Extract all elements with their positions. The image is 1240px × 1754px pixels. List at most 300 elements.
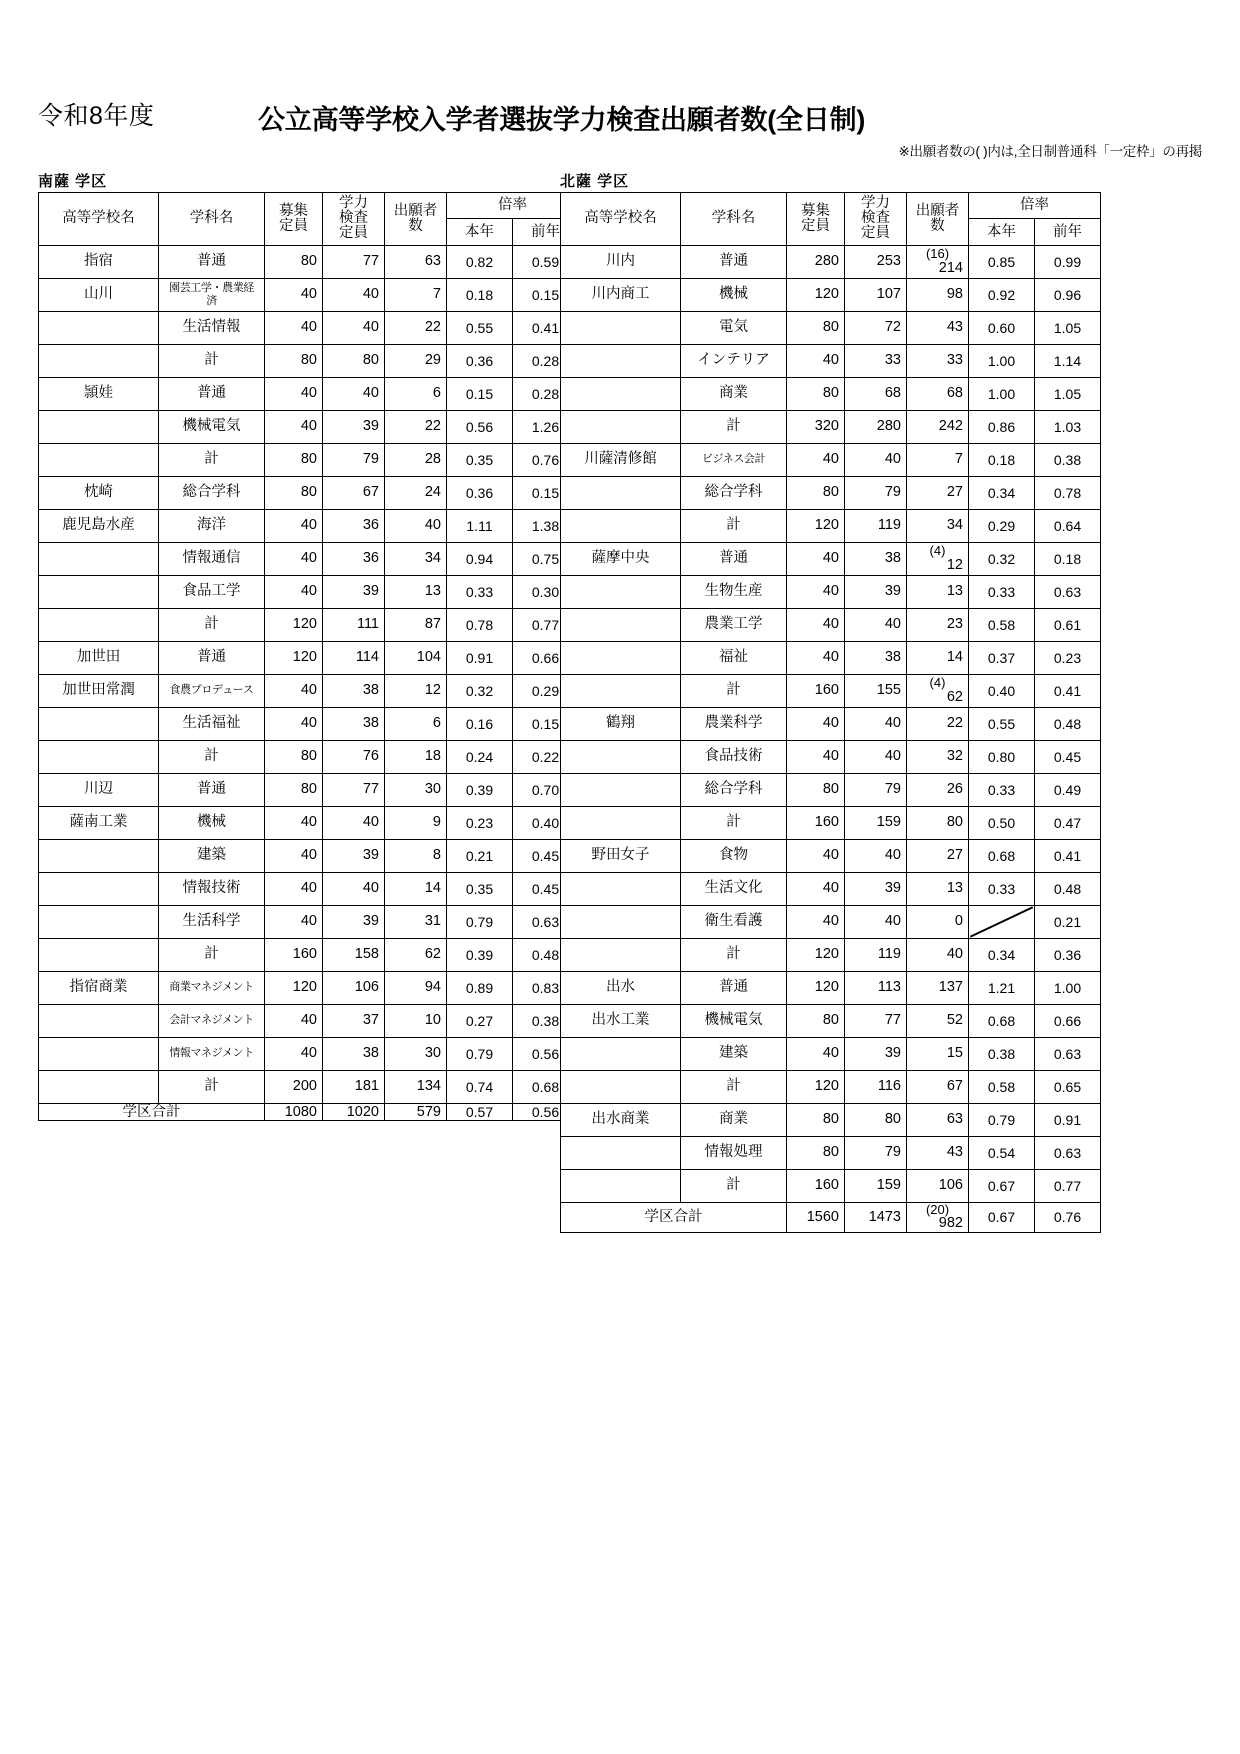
cell-school xyxy=(561,938,681,971)
cell-total-label: 学区合計 xyxy=(39,1103,265,1121)
footnote: ※出願者数の( )内は,全日制普通科「一定枠」の再掲 xyxy=(898,144,1202,159)
cell-school: 川薩清修館 xyxy=(561,443,681,476)
cell-exam-quota: 79 xyxy=(845,773,907,806)
cell-applicants: 27 xyxy=(907,839,969,872)
cell-applicants: 7 xyxy=(907,443,969,476)
cell-course: 会計マネジメント xyxy=(159,1004,265,1037)
cell-ratio-this-year: 0.32 xyxy=(447,674,513,707)
cell-ratio-this-year: 0.67 xyxy=(969,1169,1035,1202)
cell-ratio-last-year: 0.91 xyxy=(1035,1103,1101,1136)
cell-exam-quota: 39 xyxy=(845,1037,907,1070)
cell-quota: 80 xyxy=(787,1136,845,1169)
cell-ratio-last-year: 0.75 xyxy=(513,542,579,575)
table-row xyxy=(39,476,579,509)
cell-applicants: 34 xyxy=(907,509,969,542)
cell-ratio-this-year: 0.35 xyxy=(447,443,513,476)
table-row xyxy=(39,938,579,971)
cell-course: ビジネス会計 xyxy=(681,443,787,476)
cell-school xyxy=(561,872,681,905)
cell-school xyxy=(39,608,159,641)
cell-applicants: 67 xyxy=(907,1070,969,1103)
cell-ratio-last-year: 1.26 xyxy=(513,410,579,443)
cell-exam-quota: 40 xyxy=(323,311,385,344)
cell-school: 鹿児島水産 xyxy=(39,509,159,542)
cell-quota: 40 xyxy=(787,542,845,575)
cell-exam-quota: 80 xyxy=(845,1103,907,1136)
table-row xyxy=(39,872,579,905)
table-row xyxy=(39,839,579,872)
cell-ratio-this-year: 1.00 xyxy=(969,377,1035,410)
diagonal-slash-icon xyxy=(969,906,1034,938)
table-row xyxy=(39,905,579,938)
cell-school xyxy=(39,311,159,344)
cell-quota: 40 xyxy=(265,839,323,872)
table-row xyxy=(39,245,579,278)
cell-exam-quota: 37 xyxy=(323,1004,385,1037)
cell-school xyxy=(561,773,681,806)
cell-ratio-last-year: 0.56 xyxy=(513,1037,579,1070)
cell-exam-quota: 116 xyxy=(845,1070,907,1103)
cell-exam-quota: 40 xyxy=(845,740,907,773)
cell-exam-quota: 79 xyxy=(845,1136,907,1169)
cell-applicants: 34 xyxy=(385,542,447,575)
cell-exam-quota: 39 xyxy=(323,575,385,608)
cell-school xyxy=(561,344,681,377)
cell-quota: 40 xyxy=(265,872,323,905)
table-row xyxy=(561,344,1101,377)
cell-exam-quota: 111 xyxy=(323,608,385,641)
cell-ratio-last-year: 0.70 xyxy=(513,773,579,806)
cell-ratio-this-year: 1.00 xyxy=(969,344,1035,377)
cell-school: 枕崎 xyxy=(39,476,159,509)
cell-ratio-this-year: 0.58 xyxy=(969,608,1035,641)
cell-ratio-last-year: 0.41 xyxy=(513,311,579,344)
cell-ratio-this-year: 0.79 xyxy=(969,1103,1035,1136)
cell-course: 情報通信 xyxy=(159,542,265,575)
cell-ratio-this-year: 0.38 xyxy=(969,1037,1035,1070)
cell-applicants: 40 xyxy=(907,938,969,971)
cell-total-applicants: 579 xyxy=(385,1103,447,1121)
cell-ratio-last-year: 0.40 xyxy=(513,806,579,839)
table-row xyxy=(561,641,1101,674)
cell-ratio-this-year: 0.40 xyxy=(969,674,1035,707)
cell-ratio-this-year: 0.54 xyxy=(969,1136,1035,1169)
cell-ratio-this-year: 0.55 xyxy=(969,707,1035,740)
cell-quota: 120 xyxy=(787,1070,845,1103)
cell-course: 総合学科 xyxy=(681,476,787,509)
cell-school xyxy=(39,1004,159,1037)
cell-ratio-this-year: 0.27 xyxy=(447,1004,513,1037)
cell-school xyxy=(561,674,681,707)
cell-ratio-last-year: 0.96 xyxy=(1035,278,1101,311)
cell-course: 計 xyxy=(681,806,787,839)
cell-quota: 120 xyxy=(787,278,845,311)
cell-applicants-value: 12 xyxy=(946,556,963,573)
table-row xyxy=(39,575,579,608)
cell-course: 建築 xyxy=(159,839,265,872)
table-row xyxy=(561,245,1101,278)
cell-total-ratio-last-year: 0.76 xyxy=(1035,1202,1101,1232)
cell-school: 川内 xyxy=(561,245,681,278)
cell-quota: 160 xyxy=(787,806,845,839)
cell-ratio-last-year: 0.48 xyxy=(1035,872,1101,905)
cell-exam-quota: 38 xyxy=(845,542,907,575)
cell-applicants: 68 xyxy=(907,377,969,410)
cell-applicants-value: 214 xyxy=(938,259,963,276)
cell-course: 建築 xyxy=(681,1037,787,1070)
cell-exam-quota: 67 xyxy=(323,476,385,509)
cell-ratio-last-year: 1.05 xyxy=(1035,377,1101,410)
cell-quota: 40 xyxy=(787,443,845,476)
cell-ratio-last-year: 1.00 xyxy=(1035,971,1101,1004)
cell-total-exam-quota: 1473 xyxy=(845,1202,907,1232)
cell-ratio-last-year: 0.45 xyxy=(513,872,579,905)
cell-applicants: 87 xyxy=(385,608,447,641)
table-row xyxy=(39,608,579,641)
cell-ratio-last-year: 0.41 xyxy=(1035,674,1101,707)
table-row xyxy=(39,311,579,344)
table-total-row xyxy=(39,1103,579,1121)
cell-applicants: 12 xyxy=(385,674,447,707)
cell-school xyxy=(39,542,159,575)
cell-applicants-paren: (4) xyxy=(929,675,946,691)
cell-ratio-this-year: 0.78 xyxy=(447,608,513,641)
page-title: 公立高等学校入学者選抜学力検査出願者数(全日制) xyxy=(258,105,866,135)
cell-ratio-this-year: 0.15 xyxy=(447,377,513,410)
cell-quota: 160 xyxy=(265,938,323,971)
table-row xyxy=(561,575,1101,608)
cell-applicants: 242 xyxy=(907,410,969,443)
cell-quota: 80 xyxy=(787,1004,845,1037)
cell-exam-quota: 40 xyxy=(845,443,907,476)
cell-quota: 120 xyxy=(787,509,845,542)
cell-total-ratio-this-year: 0.57 xyxy=(447,1103,513,1121)
cell-applicants: 6 xyxy=(385,377,447,410)
cell-quota: 40 xyxy=(787,344,845,377)
cell-course: 計 xyxy=(159,1070,265,1103)
cell-course: 計 xyxy=(681,938,787,971)
cell-total-ratio-last-year: 0.56 xyxy=(513,1103,579,1121)
cell-applicants: 43 xyxy=(907,1136,969,1169)
cell-applicants: 10 xyxy=(385,1004,447,1037)
cell-ratio-this-year: 1.11 xyxy=(447,509,513,542)
cell-exam-quota: 33 xyxy=(845,344,907,377)
cell-school xyxy=(561,905,681,938)
cell-course: 総合学科 xyxy=(159,476,265,509)
cell-course: 情報技術 xyxy=(159,872,265,905)
cell-ratio-last-year: 1.03 xyxy=(1035,410,1101,443)
cell-ratio-this-year: 0.39 xyxy=(447,938,513,971)
cell-school: 出水工業 xyxy=(561,1004,681,1037)
table-row xyxy=(39,740,579,773)
cell-school xyxy=(561,1070,681,1103)
cell-exam-quota: 68 xyxy=(845,377,907,410)
cell-applicants: 0 xyxy=(907,905,969,938)
cell-total-quota: 1080 xyxy=(265,1103,323,1121)
cell-quota: 40 xyxy=(265,377,323,410)
cell-quota: 80 xyxy=(265,773,323,806)
cell-ratio-this-year: 0.36 xyxy=(447,476,513,509)
cell-applicants-value: 62 xyxy=(946,688,963,705)
cell-course: 普通 xyxy=(681,542,787,575)
table-row xyxy=(561,905,1101,938)
table-row xyxy=(561,311,1101,344)
table-row xyxy=(39,1004,579,1037)
cell-ratio-this-year: 0.89 xyxy=(447,971,513,1004)
cell-applicants: 29 xyxy=(385,344,447,377)
cell-course: 総合学科 xyxy=(681,773,787,806)
cell-school: 川内商工 xyxy=(561,278,681,311)
cell-school xyxy=(39,443,159,476)
cell-ratio-this-year: 0.58 xyxy=(969,1070,1035,1103)
cell-course: 電気 xyxy=(681,311,787,344)
cell-ratio-this-year: 0.86 xyxy=(969,410,1035,443)
cell-applicants: 106 xyxy=(907,1169,969,1202)
cell-exam-quota: 280 xyxy=(845,410,907,443)
cell-ratio-last-year: 0.38 xyxy=(513,1004,579,1037)
cell-ratio-last-year: 0.45 xyxy=(513,839,579,872)
table-row xyxy=(561,806,1101,839)
cell-course: 生物生産 xyxy=(681,575,787,608)
cell-quota: 80 xyxy=(265,443,323,476)
col-header-school: 高等学校名 xyxy=(561,193,681,246)
cell-school xyxy=(561,740,681,773)
cell-exam-quota: 40 xyxy=(845,839,907,872)
cell-applicants: 26 xyxy=(907,773,969,806)
cell-ratio-last-year: 0.18 xyxy=(1035,542,1101,575)
col-header-school: 高等学校名 xyxy=(39,193,159,246)
cell-quota: 120 xyxy=(265,608,323,641)
cell-ratio-this-year: 0.55 xyxy=(447,311,513,344)
cell-school xyxy=(561,806,681,839)
col-header-quota: 募集 定員 xyxy=(265,193,323,246)
cell-quota: 40 xyxy=(265,674,323,707)
cell-quota: 320 xyxy=(787,410,845,443)
cell-ratio-last-year: 0.41 xyxy=(1035,839,1101,872)
cell-school: 川辺 xyxy=(39,773,159,806)
cell-school: 鶴翔 xyxy=(561,707,681,740)
cell-ratio-last-year: 0.48 xyxy=(1035,707,1101,740)
cell-applicants: 15 xyxy=(907,1037,969,1070)
col-header-ratio-last-year: 前年 xyxy=(513,219,579,245)
cell-quota: 40 xyxy=(265,806,323,839)
cell-ratio-last-year: 0.29 xyxy=(513,674,579,707)
cell-ratio-last-year: 0.68 xyxy=(513,1070,579,1103)
cell-ratio-last-year: 0.47 xyxy=(1035,806,1101,839)
cell-applicants: 14 xyxy=(385,872,447,905)
cell-ratio-this-year: 0.34 xyxy=(969,938,1035,971)
cell-quota: 120 xyxy=(265,971,323,1004)
cell-ratio-last-year: 0.66 xyxy=(1035,1004,1101,1037)
table-row xyxy=(39,410,579,443)
cell-school xyxy=(39,872,159,905)
cell-applicants: 134 xyxy=(385,1070,447,1103)
table-row xyxy=(561,740,1101,773)
cell-quota: 40 xyxy=(787,839,845,872)
cell-applicants: 104 xyxy=(385,641,447,674)
cell-ratio-this-year: 0.33 xyxy=(447,575,513,608)
cell-school xyxy=(561,410,681,443)
cell-quota: 40 xyxy=(265,278,323,311)
cell-course: 園芸工学・農業経済 xyxy=(159,278,265,311)
cell-exam-quota: 39 xyxy=(845,575,907,608)
cell-ratio-this-year: 0.33 xyxy=(969,575,1035,608)
cell-school xyxy=(561,1136,681,1169)
cell-ratio-this-year: 0.34 xyxy=(969,476,1035,509)
cell-course: 農業工学 xyxy=(681,608,787,641)
cell-ratio-last-year: 0.22 xyxy=(513,740,579,773)
cell-ratio-last-year: 0.66 xyxy=(513,641,579,674)
cell-quota: 160 xyxy=(787,1169,845,1202)
table-row xyxy=(39,1070,579,1103)
cell-ratio-this-year: 0.29 xyxy=(969,509,1035,542)
cell-exam-quota: 38 xyxy=(323,674,385,707)
cell-quota: 40 xyxy=(265,905,323,938)
cell-exam-quota: 40 xyxy=(845,905,907,938)
cell-ratio-last-year: 1.38 xyxy=(513,509,579,542)
col-header-quota: 募集 定員 xyxy=(787,193,845,246)
cell-exam-quota: 40 xyxy=(845,707,907,740)
table-row xyxy=(39,344,579,377)
cell-ratio-last-year: 0.63 xyxy=(1035,575,1101,608)
cell-course: 衛生看護 xyxy=(681,905,787,938)
cell-course: 生活福祉 xyxy=(159,707,265,740)
cell-exam-quota: 39 xyxy=(323,905,385,938)
cell-total-exam-quota: 1020 xyxy=(323,1103,385,1121)
table-row xyxy=(561,1004,1101,1037)
cell-ratio-this-year: 0.39 xyxy=(447,773,513,806)
cell-course: 農業科学 xyxy=(681,707,787,740)
cell-ratio-this-year: 0.21 xyxy=(447,839,513,872)
col-header-exam-quota: 学力 検査 定員 xyxy=(323,193,385,246)
table-row xyxy=(561,278,1101,311)
cell-school xyxy=(39,905,159,938)
cell-applicants-paren: (16) xyxy=(925,246,950,262)
table-row xyxy=(561,674,1101,707)
cell-school xyxy=(39,1037,159,1070)
cell-quota: 40 xyxy=(265,1037,323,1070)
cell-ratio-this-year: 0.36 xyxy=(447,344,513,377)
cell-exam-quota: 40 xyxy=(323,872,385,905)
cell-applicants: 27 xyxy=(907,476,969,509)
cell-ratio-this-year: 0.94 xyxy=(447,542,513,575)
cell-quota: 120 xyxy=(787,971,845,1004)
cell-course: 普通 xyxy=(159,377,265,410)
cell-course: 機械電気 xyxy=(159,410,265,443)
cell-course: 普通 xyxy=(159,641,265,674)
col-header-course: 学科名 xyxy=(681,193,787,246)
table-row xyxy=(561,1037,1101,1070)
cell-ratio-last-year: 0.83 xyxy=(513,971,579,1004)
cell-school: 加世田 xyxy=(39,641,159,674)
table-row xyxy=(561,1070,1101,1103)
table-row xyxy=(561,971,1101,1004)
cell-course: 情報処理 xyxy=(681,1136,787,1169)
cell-ratio-last-year: 0.99 xyxy=(1035,245,1101,278)
cell-course: 普通 xyxy=(159,773,265,806)
cell-ratio-this-year: 0.60 xyxy=(969,311,1035,344)
cell-applicants: 33 xyxy=(907,344,969,377)
cell-school xyxy=(39,938,159,971)
cell-applicants: 98 xyxy=(907,278,969,311)
cell-quota: 80 xyxy=(787,311,845,344)
cell-ratio-this-year: 0.68 xyxy=(969,1004,1035,1037)
cell-quota: 80 xyxy=(787,1103,845,1136)
cell-ratio-this-year: 0.18 xyxy=(969,443,1035,476)
cell-total-applicants-paren: (20) xyxy=(925,1201,950,1217)
cell-exam-quota: 114 xyxy=(323,641,385,674)
table-header xyxy=(561,193,1101,246)
table-nansatsu-wrap xyxy=(38,192,579,1121)
cell-ratio-this-year: 0.32 xyxy=(969,542,1035,575)
cell-school xyxy=(39,344,159,377)
cell-course: 食農プロデュース xyxy=(159,674,265,707)
cell-ratio-last-year: 0.15 xyxy=(513,707,579,740)
cell-ratio-this-year: 0.79 xyxy=(447,905,513,938)
table-hokusatsu-wrap xyxy=(560,192,1101,1233)
cell-applicants: 28 xyxy=(385,443,447,476)
table-body xyxy=(561,245,1101,1232)
cell-school: 出水商業 xyxy=(561,1103,681,1136)
cell-exam-quota: 36 xyxy=(323,509,385,542)
table-row xyxy=(561,938,1101,971)
cell-school: 野田女子 xyxy=(561,839,681,872)
cell-exam-quota: 113 xyxy=(845,971,907,1004)
cell-exam-quota: 253 xyxy=(845,245,907,278)
cell-applicants: 6 xyxy=(385,707,447,740)
cell-ratio-last-year: 0.64 xyxy=(1035,509,1101,542)
cell-course: 海洋 xyxy=(159,509,265,542)
cell-exam-quota: 80 xyxy=(323,344,385,377)
cell-applicants: 80 xyxy=(907,806,969,839)
table-row xyxy=(561,1103,1101,1136)
cell-ratio-last-year: 0.77 xyxy=(1035,1169,1101,1202)
cell-course: 計 xyxy=(681,674,787,707)
cell-exam-quota: 107 xyxy=(845,278,907,311)
col-header-applicants: 出願者 数 xyxy=(385,193,447,246)
col-header-exam-quota: 学力 検査 定員 xyxy=(845,193,907,246)
cell-exam-quota: 40 xyxy=(323,806,385,839)
cell-ratio-this-year: 0.91 xyxy=(447,641,513,674)
cell-school: 指宿 xyxy=(39,245,159,278)
year-label: 令和8年度 xyxy=(38,102,155,130)
cell-exam-quota: 119 xyxy=(845,938,907,971)
col-header-ratio: 倍率 xyxy=(447,193,579,219)
cell-applicants: 23 xyxy=(907,608,969,641)
cell-exam-quota: 77 xyxy=(323,245,385,278)
cell-ratio-this-year: 0.37 xyxy=(969,641,1035,674)
cell-exam-quota: 39 xyxy=(323,410,385,443)
cell-quota: 40 xyxy=(265,1004,323,1037)
cell-ratio-last-year: 1.14 xyxy=(1035,344,1101,377)
table-row xyxy=(39,509,579,542)
cell-exam-quota: 39 xyxy=(845,872,907,905)
cell-school xyxy=(561,377,681,410)
cell-ratio-last-year: 0.65 xyxy=(1035,1070,1101,1103)
cell-exam-quota: 77 xyxy=(845,1004,907,1037)
cell-applicants: 40 xyxy=(385,509,447,542)
col-header-course: 学科名 xyxy=(159,193,265,246)
cell-ratio-last-year: 1.05 xyxy=(1035,311,1101,344)
cell-total-applicants xyxy=(907,1202,969,1232)
cell-exam-quota: 40 xyxy=(845,608,907,641)
cell-applicants: 52 xyxy=(907,1004,969,1037)
cell-course: 計 xyxy=(159,344,265,377)
cell-quota: 120 xyxy=(265,641,323,674)
cell-applicants: 24 xyxy=(385,476,447,509)
cell-applicants: 18 xyxy=(385,740,447,773)
cell-exam-quota: 38 xyxy=(323,707,385,740)
